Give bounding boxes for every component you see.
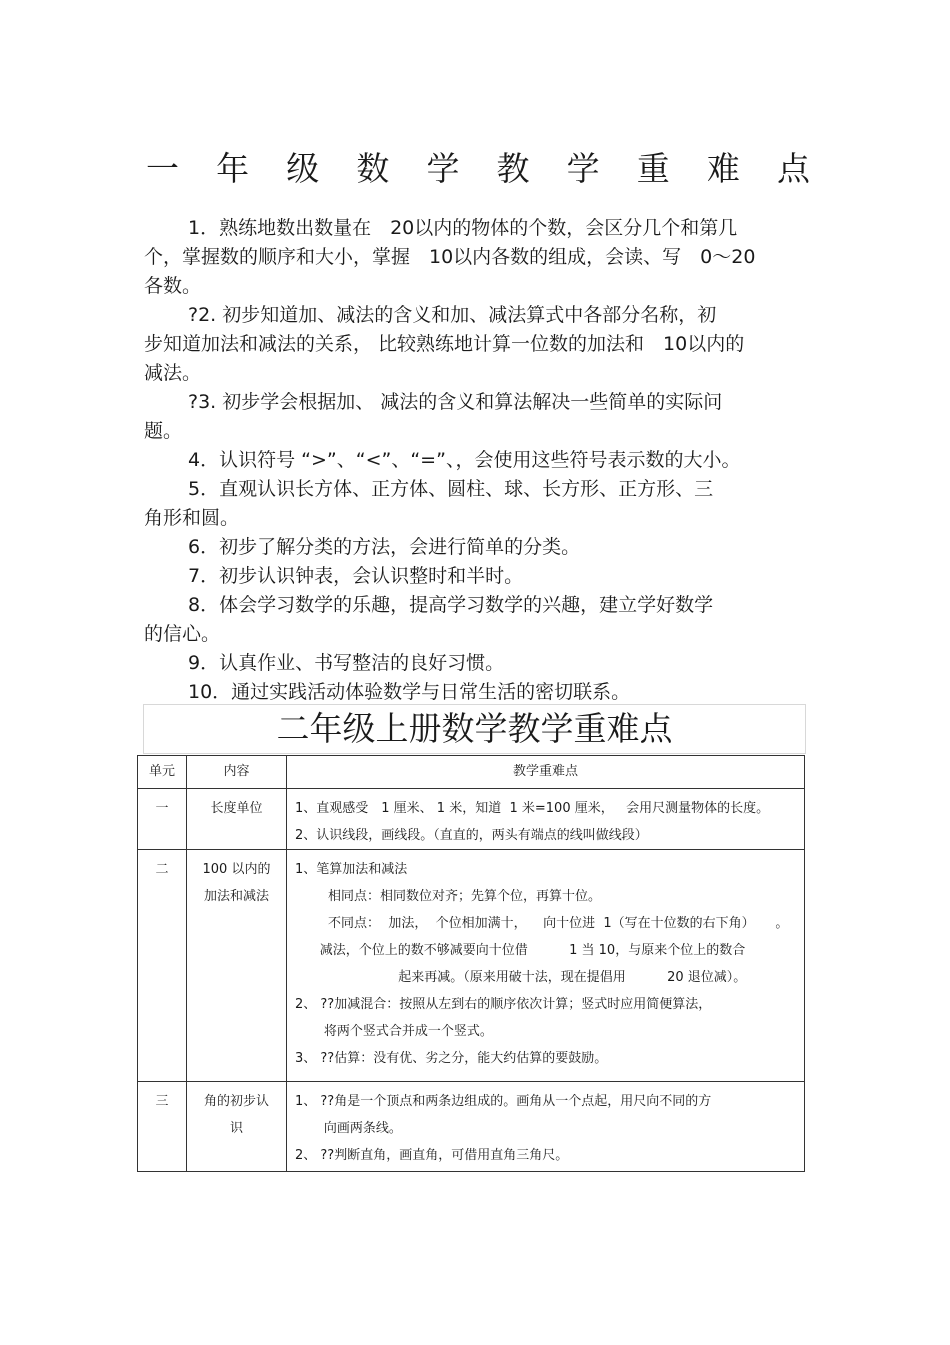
- key-points-cell: [287, 850, 805, 1082]
- objective-line: 7．初步认识钟表，会认识整时和半时。: [188, 565, 524, 587]
- objective-item: [144, 301, 812, 388]
- key-point-line: 将两个竖式合并成一个竖式。: [295, 1024, 493, 1039]
- header-content: 内容: [187, 756, 287, 789]
- key-point-line: 相同点：相同数位对齐；先算个位，再算十位。: [295, 889, 602, 904]
- key-point-line: 向画两条线。: [295, 1121, 402, 1136]
- unit-cell: [138, 1082, 187, 1172]
- page-title: [146, 142, 810, 190]
- key-point-line: 2、 ??判断直角，画直角，可借用直角三角尺。: [295, 1148, 569, 1163]
- objective-line: 10．通过实践活动体验数学与日常生活的密切联系。: [188, 681, 631, 703]
- objective-item: [144, 678, 812, 707]
- section-title: 二年级上册数学教学重难点: [276, 709, 673, 748]
- objective-line: 6．初步了解分类的方法，会进行简单的分类。: [188, 536, 581, 558]
- objective-item: [144, 388, 812, 446]
- key-points-cell: [287, 1082, 805, 1172]
- title-char: 学: [566, 148, 600, 188]
- objective-line: 5．直观认识长方体、正方体、圆柱、球、长方形、正方形、三: [188, 478, 714, 500]
- title-char: 一: [146, 148, 179, 188]
- objective-line: 步知道加法和减法的关系， 比较熟练地计算一位数的加法和 10以内的: [144, 333, 745, 355]
- content-line: 角的初步认: [203, 1094, 269, 1109]
- objective-line: 角形和圆。: [144, 507, 240, 529]
- objective-item: [144, 475, 812, 533]
- key-point-line: 2、 ??加减混合：按照从左到右的顺序依次计算；竖式时应用简便算法，: [295, 997, 712, 1012]
- objective-line: 个，掌握数的顺序和大小，掌握 10以内各数的组成，会读、写 0～20: [144, 246, 756, 268]
- objective-item: [144, 649, 812, 678]
- objective-line: ?3. 初步学会根据加、 减法的含义和算法解决一些简单的实际问: [188, 391, 723, 413]
- key-point-line: 起来再减。（原来用破十法，现在提倡用 20 退位减）。: [295, 970, 747, 985]
- title-char: 年: [216, 148, 250, 188]
- table-row: [138, 850, 805, 1082]
- unit-cell: [138, 789, 187, 850]
- unit-label: 三: [155, 1094, 169, 1109]
- title-char: 点: [776, 148, 810, 188]
- table-row: [138, 1082, 805, 1172]
- key-point-line: 不同点： 加法， 个位相加满十， 向十位进 1（写在十位数的右下角） 。: [295, 916, 789, 931]
- key-point-line: 1、 ??角是一个顶点和两条边组成的。画角从一个点起，用尺向不同的方: [295, 1094, 712, 1109]
- objective-item: [144, 591, 812, 649]
- title-char: 学: [426, 148, 460, 188]
- key-point-line: 3、 ??估算：没有优、劣之分，能大约估算的要鼓励。: [295, 1051, 608, 1066]
- objective-line: ?2. 初步知道加、减法的含义和加、减法算式中各部分名称，初: [188, 304, 717, 326]
- content-line: 识: [229, 1121, 243, 1136]
- header-key-points: 教学重难点: [287, 756, 805, 789]
- objective-line: 的信心。: [144, 623, 221, 645]
- content-line: 加法和减法: [203, 889, 269, 904]
- objective-line: 题。: [144, 420, 183, 442]
- title-char: 数: [356, 148, 390, 188]
- table-row: [138, 789, 805, 850]
- key-point-line: 1、直观感受 1 厘米、 1 米，知道 1 米=100 厘米， 会用尺测量物体的长度。: [295, 801, 770, 816]
- unit-cell: [138, 850, 187, 1082]
- content-cell: [187, 1082, 287, 1172]
- objective-item: [144, 446, 812, 475]
- key-points-table: [137, 755, 805, 1172]
- unit-label: 二: [155, 862, 169, 877]
- objective-line: 减法。: [144, 362, 202, 384]
- key-point-line: 2、认识线段，画线段。（直直的，两头有端点的线叫做线段）: [295, 828, 648, 843]
- objective-item: [144, 214, 812, 301]
- section-title-box: [143, 704, 806, 754]
- key-point-line: 1、笔算加法和减法: [295, 862, 408, 877]
- content-line: 100 以内的: [202, 862, 271, 877]
- content-line: 长度单位: [210, 801, 263, 816]
- objective-item: [144, 562, 812, 591]
- title-char: 教: [496, 148, 530, 188]
- objective-line: 9．认真作业、书写整洁的良好习惯。: [188, 652, 505, 674]
- title-char: 级: [286, 148, 320, 188]
- objective-item: [144, 533, 812, 562]
- header-unit: 单元: [138, 756, 187, 789]
- title-char: 难: [706, 148, 740, 188]
- objective-line: 8．体会学习数学的乐趣，提高学习数学的兴趣，建立学好数学: [188, 594, 714, 616]
- table-header-row: [138, 756, 805, 789]
- content-cell: [187, 850, 287, 1082]
- objective-line: 1．熟练地数出数量在 20以内的物体的个数，会区分几个和第几: [188, 217, 738, 239]
- key-points-cell: [287, 789, 805, 850]
- title-char: 重: [636, 148, 670, 188]
- objective-line: 4．认识符号 “>”、“<”、“=”、，会使用这些符号表示数的大小。: [188, 449, 741, 471]
- unit-label: 一: [155, 801, 169, 816]
- content-cell: [187, 789, 287, 850]
- key-point-line: 减法，个位上的数不够减要向十位借 1 当 10，与原来个位上的数合: [295, 943, 746, 958]
- objective-line: 各数。: [144, 275, 202, 297]
